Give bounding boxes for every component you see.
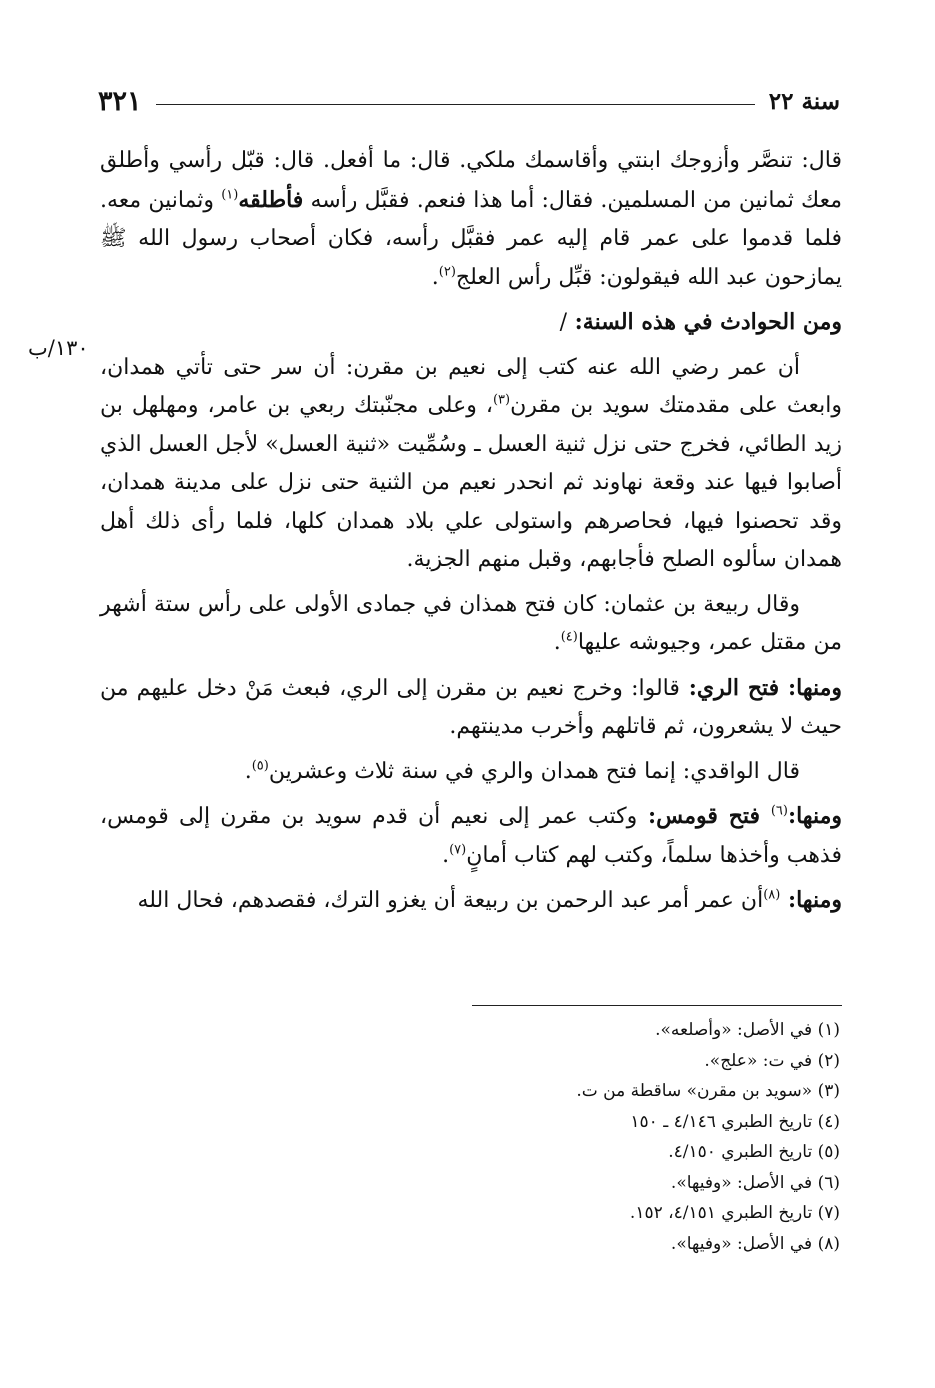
footnote-marker: (٨) [763, 887, 781, 903]
paragraph [100, 586, 842, 663]
text-run: . [244, 758, 252, 784]
text-run: قال: تنصَّر وأزوجك ابنتي وأقاسمك ملكي. قال: ما أفعل. قال: قبّل رأسي وأطلق معك ثمانين من المسلمين. فقال: أما هذا فنعم. فقبَّل رأسه [100, 148, 842, 213]
bold-text: ومنها: فتح الري: [679, 674, 843, 701]
text-run: / [559, 310, 568, 335]
bold-text: فأطلقه [238, 186, 304, 213]
footnote: (٣) «سويد بن مقرن» ساقطة من ت. [576, 1081, 840, 1101]
paragraph [100, 669, 842, 747]
bold-text: فتح قومس: [637, 803, 771, 829]
text-run: قال الواقدي: إنما فتح همدان والري في سنة ثلاث وعشرين [268, 758, 800, 784]
footnote-marker: (١) [221, 187, 239, 203]
text-run: وثمانين معه. فلما قدموا على عمر قام إليه عمر فقبَّل رأسه، فكان أصحاب رسول الله ﷺ يمازحون عبد الله فيقولون: قبِّل رأس العلج [100, 187, 842, 290]
paragraph [100, 797, 842, 875]
bold-text: ومنها: [787, 803, 842, 829]
paragraph [100, 349, 842, 580]
text-run: . [442, 842, 450, 868]
footnotes [300, 1015, 840, 1259]
bold-text: ومنها: [780, 887, 842, 913]
text-run: وكتب عمر إلى نعيم أن قدم سويد بن مقرن إلى قومس، فذهب وأخذها سلماً، وكتب لهم كتاب أمانٍ [100, 804, 842, 868]
footnote-marker: (٧) [449, 842, 467, 858]
paragraph [100, 142, 842, 297]
footnote-marker: (٥) [251, 758, 269, 774]
paragraph [100, 881, 842, 921]
page-header [98, 84, 840, 118]
main-text [100, 142, 842, 927]
paragraph [100, 303, 842, 343]
footnote: (١) في الأصل: «وأصلعه». [655, 1020, 840, 1040]
footnote: (٨) في الأصل: «وفيها». [670, 1233, 840, 1254]
manuscript-folio-ref: ١٣٠/ب [28, 336, 89, 360]
text-run: ، وعلى مجنّبتك ربعي بن عامر، ومهلهل بن زيد الطائي، فخرج حتى نزل ثنية العسل ـ وسُمِّيت «ثنية العسل» لأجل العسل الذي أصابوا فيها عند وقعة نهاوند ثم انحدر نعيم من الثنية حتى نزل على مدينة همدان، وقد تحصنوا فيها، فحاصرهم واستولى علي بلاد همدان كلها، فلما رأى ذلك أهل همدان سألوه الصلح فأجابهم، وقبل منهم الجزية. [100, 393, 842, 572]
text-run: . [553, 630, 561, 655]
footnote: (٤) تاريخ الطبري ٤/١٤٦ ـ ١٥٠ [630, 1111, 840, 1132]
footnote: (٢) في ت: «علج». [704, 1050, 840, 1071]
footnote-marker: (٤) [560, 629, 578, 645]
footnote: (٧) تاريخ الطبري ٤/١٥١، ١٥٢. [629, 1203, 840, 1223]
footnote: (٥) تاريخ الطبري ٤/١٥٠. [668, 1142, 840, 1162]
footnote-rule [472, 1005, 842, 1006]
text-run: أن عمر أمر عبد الرحمن بن ربيعة أن يغزو الترك، فقصدهم، فحال الله [137, 888, 764, 913]
text-run: وقال ربيعة بن عثمان: كان فتح همذان في جمادى الأولى على رأس ستة أشهر من مقتل عمر، وجيوشه عليها [100, 591, 842, 655]
text-run: . [431, 264, 439, 290]
text-run: أن عمر رضي الله عنه كتب إلى نعيم بن مقرن: أن سر حتى تأتي همدان، وابعث على مقدمتك سويد بن مقرن [100, 354, 842, 418]
footnote: (٦) في الأصل: «وفيها». [670, 1172, 840, 1193]
text-run: قالوا: وخرج نعيم بن مقرن إلى الري، فبعث مَنْ دخل عليهم من حيث لا يشعرون، ثم قاتلهم وأخرب مدينتهم. [100, 675, 842, 739]
running-head-year: سنة ٢٢ [768, 87, 840, 115]
header-rule [156, 104, 755, 105]
footnote-marker: (٢) [438, 264, 456, 280]
footnote-marker: (٣) [492, 392, 511, 408]
page-number: ٣٢١ [98, 85, 142, 117]
footnote-marker: (٦) [770, 803, 788, 819]
bold-text: ومن الحوادث في هذه السنة: [567, 309, 842, 335]
paragraph [100, 753, 842, 792]
